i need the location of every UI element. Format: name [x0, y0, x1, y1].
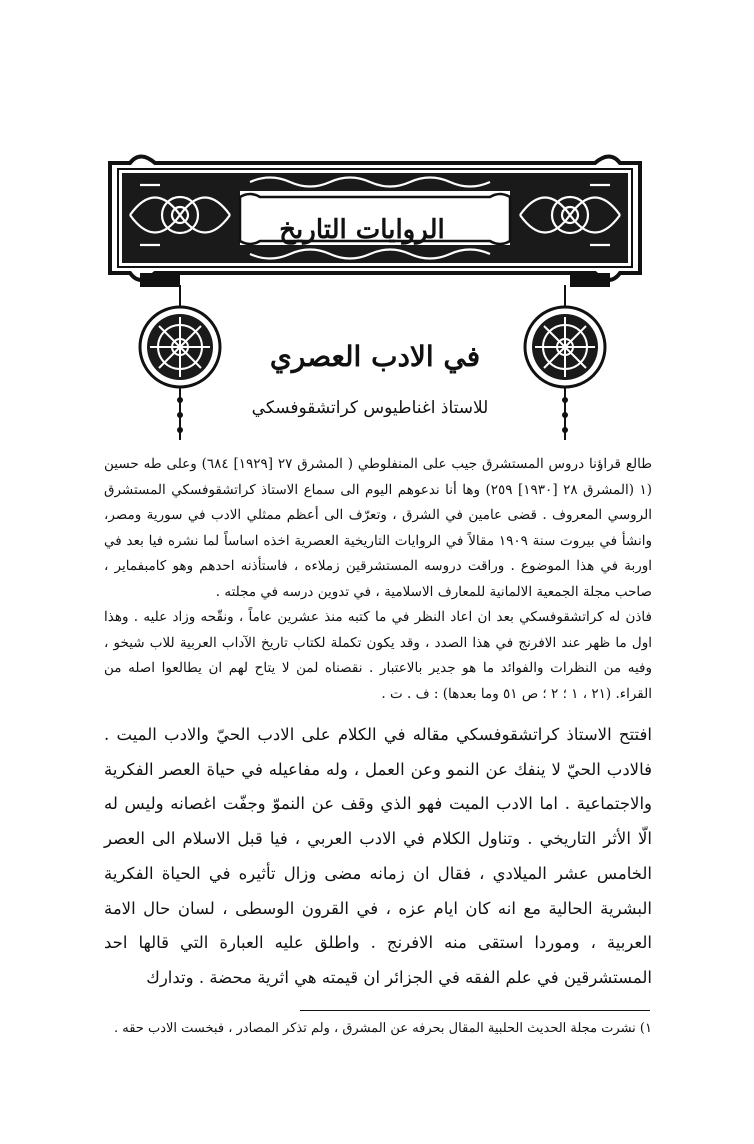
footnote: ١) نشرت مجلة الحديث الحلبية المقال بحرفه عن المشرق ، ولم تذكر المصادر ، فبخست الادب حقه .: [114, 1021, 652, 1036]
title-panel: [242, 196, 482, 264]
article-subtitle: في الادب العصري: [269, 339, 481, 373]
intro-paragraph: فاذن له كراتشقوفسكي بعد ان اعاد النظر في ما كتبه منذ عشرين عاماً ، ونقّحه وزاد عليه . وهذا اول ما ظهر عند الافرنج في هذا الصدد ، وقد يكون تكملة لكتاب تاريخ الآداب العربية للاب شيخو ، وفيه من النظرات والفوائد ما هو جدير بالاعتبار . نقصناه لمن لا يتاح لهم ان يطالعوا اصله من القراء. (٢١ ، ١ ؛ ٢ ؛ ص ٥١ وما بعدها) : ف . ت .: [104, 609, 652, 702]
author-line: للاستاذ اغناطيوس كراتشقوفسكي: [251, 398, 489, 418]
body-paragraph: افتتح الاستاذ كراتشقوفسكي مقاله في الكلام على الادب الحيّ والادب الميت . فالادب الحيّ لا ينفك عن النمو وعن العمل ، وله مفاعيله في حياة العصر الفكرية والاجتماعية . اما الادب الميت فهو الذي وقف عن النموّ وجفّت اغصانه وليس له الّا الأثر التاريخي . وتناول الكلام في الادب العربي ، فيا قبل الاسلام الى العصر الخامس عشر الميلادي ، فقال ان زمانه مضى وزال تأثيره في الحياة الفكرية البشرية الحالية مع انه كان ايام عزه ، في القرون الوسطى ، لسان حال الامة العربية ، وموردا استقى منه الافرنج . واطلق عليه العبارة التي قالها احد المستشرقين في علم الفقه في الجزائر ان قيمته هي اثرية محضة . وتدارك: [104, 725, 652, 987]
body-section: [104, 718, 652, 996]
page-title: الروايات التاريخ: [279, 215, 445, 245]
footnote-divider: [300, 1010, 650, 1011]
intro-section: [104, 452, 652, 707]
intro-paragraph: طالع قراؤنا دروس المستشرق جيب على المنفلوطي ( المشرق ٢٧ [١٩٢٩] ٦٨٤) وعلى طه حسين (١ (المشرق ٢٨ [١٩٣٠] ٢٥٩) وها أنا ندعوهم اليوم الى سماع الاستاذ كراتشقوفسكي المستشرق الروسي المعروف . قضى عامين في الشرق ، وتعرّف الى أعظم ممثلي الادب في سورية ومصر، وانشأ في بيروت سنة ١٩٠٩ مقالاً في الروايات التاريخية العصرية اخذه اساساً لما نشره فيا بعد في اوربة في هذا الموضوع . وراقت دروسه المستشرقين زملاءه ، فاستأذنه احدهم وهو كامبفماير ، صاحب مجلة الجمعية الالمانية للمعارف الاسلامية ، في تدوين درسه في مجلته .: [104, 456, 653, 600]
